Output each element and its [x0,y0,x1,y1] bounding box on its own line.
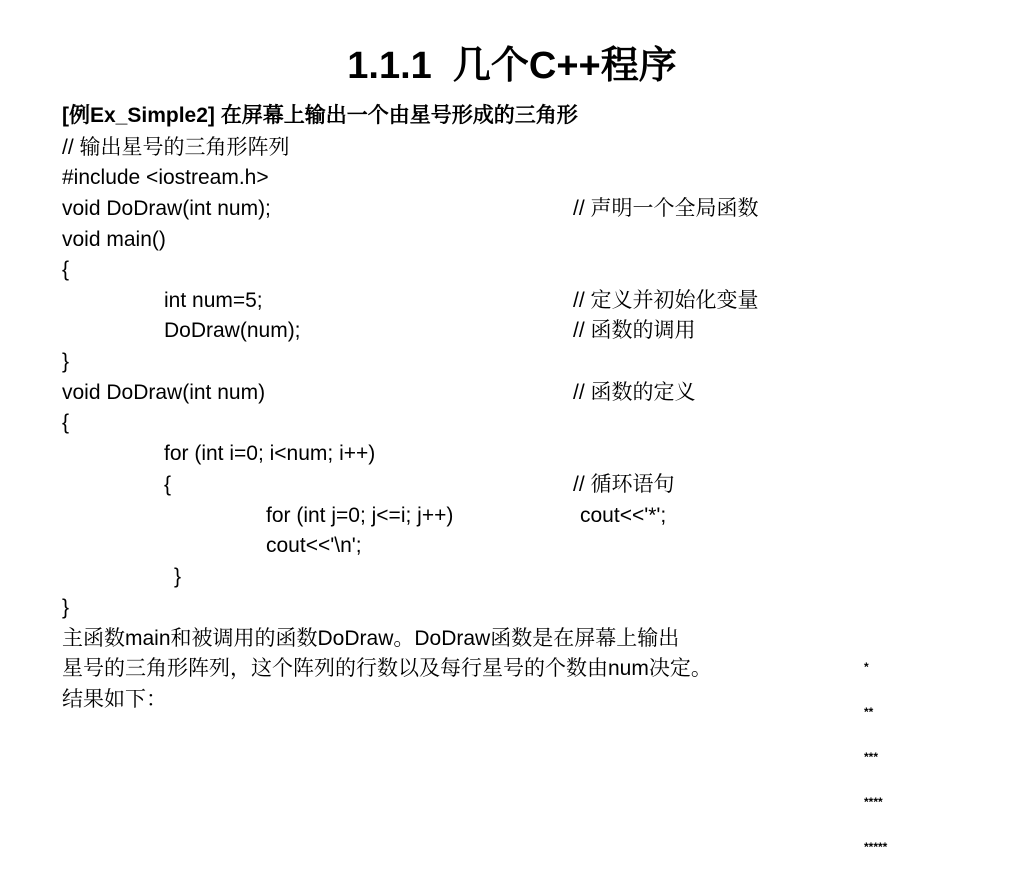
code-line-var-init: int num=5; [164,289,263,312]
code-line-close-brace: } [62,350,70,373]
code-line-cout-star: cout<<'*'; [580,504,667,527]
description-line-1: 主函数main和被调用的函数DoDraw。DoDraw函数是在屏幕上输出 [62,627,680,650]
code-comment-loop: // 循环语句 [573,473,675,496]
code-line-include: #include <iostream.h> [62,166,269,189]
example-heading: [例Ex_Simple2] 在屏幕上输出一个由星号形成的三角形 [62,104,578,127]
output-row: ***** [864,840,888,854]
output-row: **** [864,795,883,809]
output-star-triangle [864,630,887,885]
code-line-call: DoDraw(num); [164,319,301,342]
code-line-for-close-brace: } [174,565,182,588]
code-comment-var-init: // 定义并初始化变量 [573,289,759,312]
code-line-close-brace-2: } [62,596,70,619]
code-line-for-open-brace: { [164,473,172,496]
code-line-cout-newline: cout<<'\n'; [266,534,362,557]
code-line-declaration: void DoDraw(int num); [62,197,271,220]
slide-title: 1.1.1 几个C++程序 [347,45,677,87]
output-row: * [864,660,869,674]
output-row: ** [864,705,874,719]
code-line-outer-for: for (int i=0; i<num; i++) [164,442,376,465]
code-line-main: void main() [62,228,166,251]
code-line-definition: void DoDraw(int num) [62,381,266,404]
description-line-2: 星号的三角形阵列，这个阵列的行数以及每行星号的个数由num决定。 [62,657,712,680]
code-comment-declaration: // 声明一个全局函数 [573,197,759,220]
code-line-comment: // 输出星号的三角形阵列 [62,136,290,159]
code-comment-definition: // 函数的定义 [573,381,696,404]
code-line-open-brace-2: { [62,411,70,434]
code-line-inner-for: for (int j=0; j<=i; j++) [266,504,454,527]
output-row: *** [864,750,879,764]
code-comment-call: // 函数的调用 [573,319,696,342]
description-line-3: 结果如下： [62,688,167,711]
code-line-open-brace: { [62,258,70,281]
